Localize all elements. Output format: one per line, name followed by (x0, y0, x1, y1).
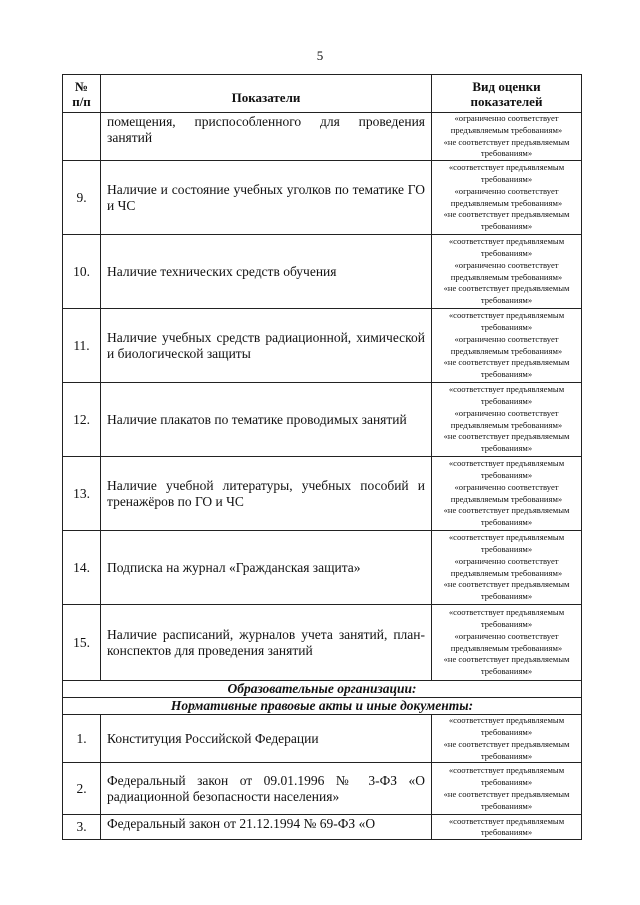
row-indicator: Конституция Российской Федерации (101, 715, 432, 763)
indicators-table (62, 74, 582, 840)
row-evaluation (432, 383, 582, 457)
evaluation-line: «ограниченно соответствует (454, 185, 559, 196)
section-row (63, 681, 582, 698)
evaluation-line: требованиям» (480, 619, 533, 630)
table-row (63, 715, 582, 763)
row-number: 14. (63, 531, 101, 605)
section-row (63, 698, 582, 715)
evaluation-line: «не соответствует предъявляемым (443, 136, 570, 147)
row-number: 3. (63, 815, 101, 840)
evaluation-line: требованиям» (480, 827, 533, 838)
evaluation-line: требованиям» (480, 174, 533, 185)
table-header-row (63, 75, 582, 113)
header-evaluation-line1: Вид оценки (472, 78, 541, 94)
header-number-line2: п/п (72, 93, 91, 109)
row-indicator: Наличие и состояние учебных уголков по тематике ГО и ЧС (101, 161, 432, 235)
row-indicator: Наличие расписаний, журналов учета занятий, план-конспектов для проведения занятий (101, 605, 432, 681)
row-indicator: Наличие технических средств обучения (101, 235, 432, 309)
evaluation-line: предъявляемым требованиям» (450, 197, 563, 208)
evaluation-line: предъявляемым требованиям» (450, 493, 563, 504)
evaluation-line: предъявляемым требованиям» (450, 345, 563, 356)
evaluation-line: «соответствует предъявляемым (448, 236, 565, 247)
row-evaluation (432, 161, 582, 235)
evaluation-line: «не соответствует предъявляемым (443, 209, 570, 220)
row-indicator: Федеральный закон от 21.12.1994 № 69-ФЗ «О (101, 815, 432, 840)
table-row (63, 309, 582, 383)
row-evaluation (432, 113, 582, 161)
row-number: 13. (63, 457, 101, 531)
evaluation-line: «не соответствует предъявляемым (443, 283, 570, 294)
evaluation-line: «соответствует предъявляемым (448, 532, 565, 543)
evaluation-line: требованиям» (480, 322, 533, 333)
row-number: 10. (63, 235, 101, 309)
row-indicator: Наличие учебной литературы, учебных пособий и тренажёров по ГО и ЧС (101, 457, 432, 531)
table-row (63, 161, 582, 235)
evaluation-line: требованиям» (480, 295, 533, 306)
evaluation-line: требованиям» (480, 517, 533, 528)
evaluation-line: требованиям» (480, 666, 533, 677)
evaluation-line: требованиям» (480, 369, 533, 380)
evaluation-line: требованиям» (480, 800, 533, 811)
row-indicator: помещения, приспособленного для проведения занятий (101, 113, 432, 161)
evaluation-line: «ограниченно соответствует (454, 259, 559, 270)
header-number (63, 75, 101, 113)
evaluation-line: требованиям» (480, 248, 533, 259)
evaluation-line: требованиям» (480, 470, 533, 481)
evaluation-line: «соответствует предъявляемым (448, 162, 565, 173)
evaluation-line: требованиям» (480, 544, 533, 555)
section-title-normative-acts: Нормативные правовые акты и иные документы: (63, 698, 582, 715)
evaluation-line: «не соответствует предъявляемым (443, 738, 570, 749)
evaluation-line: «соответствует предъявляемым (448, 458, 565, 469)
evaluation-line: «не соответствует предъявляемым (443, 579, 570, 590)
evaluation-line: «соответствует предъявляемым (448, 384, 565, 395)
evaluation-line: «ограниченно соответствует (454, 333, 559, 344)
evaluation-line: «ограниченно соответствует (454, 407, 559, 418)
evaluation-line: требованиям» (480, 726, 533, 737)
evaluation-line: требованиям» (480, 148, 533, 159)
row-evaluation (432, 531, 582, 605)
table-row (63, 763, 582, 815)
evaluation-line: предъявляемым требованиям» (450, 567, 563, 578)
evaluation-line: предъявляемым требованиям» (450, 124, 563, 135)
table-row (63, 113, 582, 161)
row-number: 9. (63, 161, 101, 235)
evaluation-line: «соответствует предъявляемым (448, 607, 565, 618)
table-row (63, 531, 582, 605)
evaluation-line: предъявляемым требованиям» (450, 642, 563, 653)
row-evaluation (432, 763, 582, 815)
evaluation-line: «не соответствует предъявляемым (443, 654, 570, 665)
header-evaluation-line2: показателей (470, 93, 543, 109)
row-number: 12. (63, 383, 101, 457)
row-indicator: Наличие плакатов по тематике проводимых занятий (101, 383, 432, 457)
table-row (63, 457, 582, 531)
header-evaluation (432, 75, 582, 113)
header-indicators: Показатели (101, 75, 432, 113)
evaluation-line: «ограниченно соответствует (454, 113, 559, 123)
row-evaluation (432, 715, 582, 763)
row-number (63, 113, 101, 161)
row-number: 11. (63, 309, 101, 383)
evaluation-line: «соответствует предъявляемым (448, 815, 565, 826)
evaluation-line: требованиям» (480, 750, 533, 761)
page-number: 5 (316, 48, 324, 63)
evaluation-line: требованиям» (480, 777, 533, 788)
evaluation-line: предъявляемым требованиям» (450, 419, 563, 430)
row-indicator: Подписка на журнал «Гражданская защита» (101, 531, 432, 605)
evaluation-line: требованиям» (480, 221, 533, 232)
row-evaluation (432, 457, 582, 531)
row-indicator: Наличие учебных средств радиационной, химической и биологической защиты (101, 309, 432, 383)
table-row (63, 235, 582, 309)
header-number-line1: № (74, 78, 89, 94)
evaluation-line: «не соответствует предъявляемым (443, 505, 570, 516)
row-evaluation (432, 235, 582, 309)
evaluation-line: «не соответствует предъявляемым (443, 431, 570, 442)
evaluation-line: требованиям» (480, 443, 533, 454)
evaluation-line: «ограниченно соответствует (454, 555, 559, 566)
evaluation-line: «ограниченно соответствует (454, 481, 559, 492)
section-title-educational: Образовательные организации: (63, 681, 582, 698)
table-row (63, 815, 582, 840)
row-number: 1. (63, 715, 101, 763)
evaluation-line: «не соответствует предъявляемым (443, 788, 570, 799)
table-row (63, 383, 582, 457)
row-evaluation (432, 815, 582, 840)
evaluation-line: «соответствует предъявляемым (448, 765, 565, 776)
evaluation-line: «не соответствует предъявляемым (443, 357, 570, 368)
row-number: 2. (63, 763, 101, 815)
row-evaluation (432, 309, 582, 383)
evaluation-line: требованиям» (480, 396, 533, 407)
evaluation-line: предъявляемым требованиям» (450, 271, 563, 282)
row-evaluation (432, 605, 582, 681)
evaluation-line: «соответствует предъявляемым (448, 310, 565, 321)
evaluation-line: требованиям» (480, 591, 533, 602)
row-indicator: Федеральный закон от 09.01.1996 № 3-ФЗ «О радиационной безопасности населения» (101, 763, 432, 815)
evaluation-line: «соответствует предъявляемым (448, 715, 565, 726)
table-row (63, 605, 582, 681)
row-number: 15. (63, 605, 101, 681)
evaluation-line: «ограниченно соответствует (454, 630, 559, 641)
